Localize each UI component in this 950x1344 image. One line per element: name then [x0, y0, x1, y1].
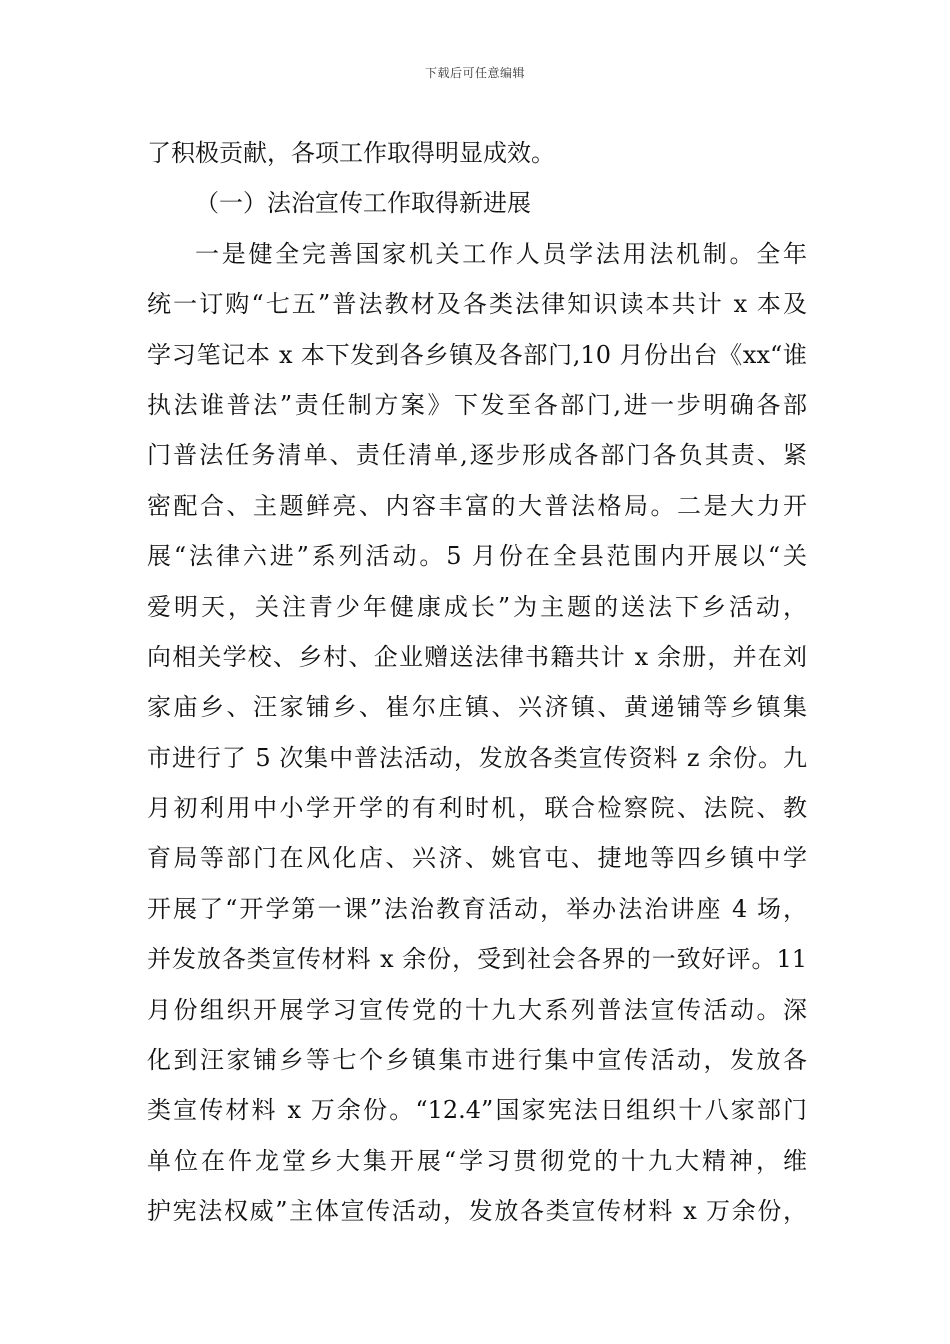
body-line: 学习笔记本 x 本下发到各乡镇及各部门,10 月份出台《xx“谁 — [147, 340, 807, 369]
body-line: 开展了“开学第一课”法治教育活动，举办法治讲座 4 场， — [147, 894, 807, 923]
body-line: 家庙乡、汪家铺乡、崔尔庄镇、兴济镇、黄递铺等乡镇集 — [147, 693, 807, 722]
body-line: 单位在仵龙堂乡大集开展“学习贯彻党的十九大精神，维 — [147, 1146, 807, 1175]
body-line: 了积极贡献，各项工作取得明显成效。 — [147, 139, 555, 167]
body-line: 门普法任务清单、责任清单,逐步形成各部门各负其责、紧 — [147, 441, 807, 470]
page-header: 下载后可任意编辑 — [424, 66, 525, 80]
body-line: 执法谁普法”责任制方案》下发至各部门,进一步明确各部 — [147, 390, 807, 419]
paragraph-first-line: 一是健全完善国家机关工作人员学法用法机制。全年 — [195, 239, 807, 268]
body-line: 化到汪家铺乡等七个乡镇集市进行集中宣传活动，发放各 — [147, 1046, 807, 1075]
body-line: 月份组织开展学习宣传党的十九大系列普法宣传活动。深 — [147, 995, 807, 1024]
body-line: 并发放各类宣传材料 x 余份，受到社会各界的一致好评。11 — [147, 945, 807, 974]
document-body — [147, 128, 807, 1237]
section-heading: （一）法治宣传工作取得新进展 — [195, 189, 531, 218]
body-line: 护宪法权威”主体宣传活动，发放各类宣传材料 x 万余份， — [147, 1197, 807, 1226]
body-line: 统一订购“七五”普法教材及各类法律知识读本共计 x 本及 — [147, 290, 807, 319]
body-line: 展“法律六进”系列活动。5 月份在全县范围内开展以“关 — [147, 542, 807, 571]
body-line: 育局等部门在风化店、兴济、姚官屯、捷地等四乡镇中学 — [147, 844, 807, 873]
body-line: 月初利用中小学开学的有利时机，联合检察院、法院、教 — [147, 794, 807, 823]
body-line: 爱明天，关注青少年健康成长”为主题的送法下乡活动， — [147, 592, 807, 621]
body-line: 市进行了 5 次集中普法活动，发放各类宣传资料 z 余份。九 — [147, 743, 807, 772]
body-line: 向相关学校、乡村、企业赠送法律书籍共计 x 余册，并在刘 — [147, 642, 807, 671]
body-line: 密配合、主题鲜亮、内容丰富的大普法格局。二是大力开 — [147, 491, 807, 520]
body-line: 类宣传材料 x 万余份。“12.4”国家宪法日组织十八家部门 — [147, 1096, 807, 1125]
